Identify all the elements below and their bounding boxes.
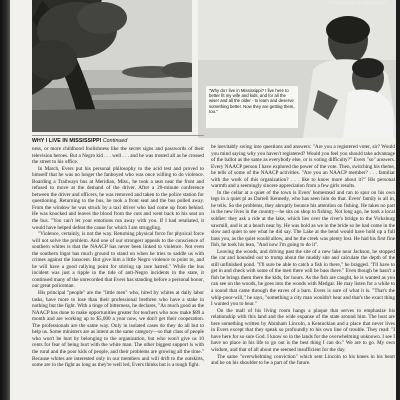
paragraph: Leaving the woods, and driving past the site of a new lake near Jackson, he stopped the car and hounded out to tromp about the muddy site and calculate the depth of the still unfinished pond. "I'll sure be able to catch a fish in there," he bragged. "I'll have to get in and check with some of the men there will be bass there." Even though he hasn't a fish he brings them there the kids, for hours. As the fish are caught, he is wanted as you can see on the woods, he goes into the woods with Medgar. He may listen for a while to a sound that came through the eaves of a barn. Evers is sure of what it is. "That's the whip-poor-will," he says, "something a city man wouldn't hear and that's the exact thing I wanted you to hear." — [211, 248, 395, 308]
paragraph: ness, or more childhood foolishness like the secret signs and passwords of their television heroes. But a Negro kid . . . well . . . and he was trusted all as he crossed the street to his office. — [32, 146, 204, 166]
paragraph: be inevitably swing into questions and answers: "Are you a registered voter, sir? Would you mind saying why you haven't registered? Would you feel you should take advantage of the ballot as the same as everybody else, or is voting difficulty?" Evers "so" answers. Every NAACP person I have explored the power of the vote. Then, switching his theme, he tells of some of the NAACP activities. "Are you an NAACP member? . . . familiar with the work of this organization? . . . like to know more about it?" His personal warmth and a seemingly sincere appreciation from a few girls results. — [211, 144, 395, 190]
paragraph: His principal "people" are the "little men" who, hired by whites at daily labor tasks, have more to lose than their professional brethren who have a stake in nothing but the fight. With a tinge of bitterness, he declares, "As much good as the NAACP has done to make opportunities greater for teachers who now make $89 a month and are working up to $5,000 a year now, we don't get their cooperation. The professionals are the same way. Only in isolated cases do they do all but to help us. Some ministers are as intent as the same category—so that class of people who won't be hurt by belonging to the organization, but who won't give us 10 cents for fear of being hurt with the white man. The other biggest support is with the rural and the poor kids of people, and their problems are growing all the time." Because whites are interested only in our members and will drift to the outskirts, some are in the fight as long as they're well led, Evers thinks but is a tough fight. — [32, 290, 204, 369]
page-gutter-shadow — [0, 0, 10, 400]
running-head-title: WHY I LIVE IN MISSISSIPPI — [32, 138, 102, 144]
running-head-continued: Continued — [102, 138, 128, 144]
photo-caption-top: "Why do I live in Mississippi?" — [328, 0, 388, 5]
magazine-page — [10, 0, 396, 400]
body-column-left — [32, 146, 204, 369]
body-column-right — [211, 144, 395, 367]
photo-trees-lake — [32, 0, 192, 132]
paragraph: In the cellar at a quiet of the town is Evers' homestead and ran to spur on his own legs in a quiet pl as Darrell Kennedy, who has seen him do that. Evers' family is all in, he tells. So the problems, they abruptly bounce his attention on fishing. He takes no part in the new lives in the country—he sits on shop to fishing. Not long ago, he took a local soldier: they ask a ride at the lake, which lies over the river's bridge to the Vicksburg sawmill, and is at a beach near by. He was bold as we in the bride so be had come in the slow and quiet to see what he did say. The Lake at the bend would have hold up a full bass you, as the quiet would allow, and he the creek was plenty lost. He had his first fine fish, he took his lean, "And now I'm going to do it". — [211, 189, 395, 249]
paragraph: "Violence, certainly, is not the way. Returning physical force for physical force will not solve the problem. And one of our strongest appeals to the conscience of southern whites is that the NAACP has never been linked to violence. Not even the southern bigot has much ground to stand on when he tries to saddle us with crimes against the innocent. But give him a little Negro violence to point to, and he will have a good rallying point for stirring up race hatred." While the bus incident was just a ripple in the tide of anti-Negro incidents in the state, it continued many of the unrecorded that Evers has standing before a personal honor, our great policeman. — [32, 231, 204, 290]
paragraph: The same "overwhelming conviction" which sent Lincoln to his knees in his heart and he on his shoulder to be a part of the future. — [211, 353, 395, 367]
paragraph: In March, Evers put his personal philosophy to the acid test and proved to himself that he was no longer the fanboyed who was once willing to do violence. Boarding a Trailways bus at Meridian, Miss., he took a seat near the front and refused to move at the demand of the driver. After a 20-minute conference between the driver and officers, he was removed and taken to the police station for questioning. Returning to the bus, he took a front seat and the bus pulled away. From the window he was struck by a taxi driver who had come up from behind. He was knocked and leaves the blood from the cuts and went back to his seat on the bus. "You can't let your emotions run away with you. If I had retaliated, it would have helped defeat the cause for which I am struggling. — [32, 165, 204, 231]
divider-rule — [32, 135, 204, 136]
running-head — [32, 138, 127, 144]
paragraph: On the mall of his living room hangs a plaque that serves to emphasize his relationship with this land and the wide expanse of the state around him. The bust are here something written by Abraham Lincoln, a Kentuckian and a place that never lives in Evers except that they speak so profoundly to his own line of trouble. They read: "I have here for so sure God. I know so in the lands for the overwhelming unknown. I see I have no place in his life to go out is the best thing I can do." We are to go. My own wisdom, and that of all about me seemed insufficient for the day. — [211, 307, 395, 353]
photo-caption: "Why do I live in Mississippi? I live here to better fit my wife and kids, and for all the wiser and all the older - to learn and deserve something better. Now they are getting them, too." — [206, 86, 298, 128]
